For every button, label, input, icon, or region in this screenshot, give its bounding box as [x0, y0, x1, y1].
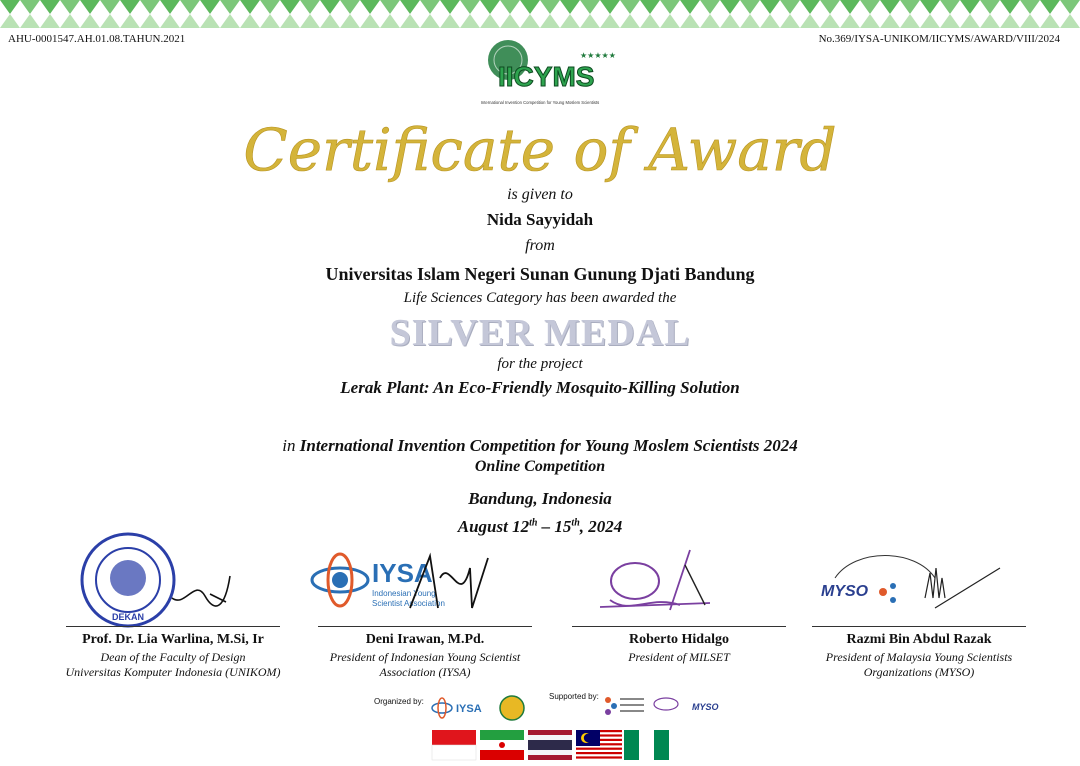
signatory-1-role-line1: Dean of the Faculty of Design — [100, 650, 246, 664]
date-start: August 12 — [457, 517, 530, 536]
flag-iran — [480, 730, 524, 760]
svg-text:IICYMS: IICYMS — [498, 61, 595, 92]
myso-logo — [815, 548, 1005, 620]
signatory-3-role-line1: President of MILSET — [628, 650, 730, 664]
signatory-4-role — [796, 650, 1042, 680]
signatory-4-role-line1: President of Malaysia Young Scientists — [825, 650, 1013, 664]
svg-text:Certificate of Award: Certificate of Award — [243, 116, 837, 184]
certificate-title — [243, 108, 837, 194]
flag-malaysia — [576, 730, 622, 760]
signatory-4-name: Razmi Bin Abdul Razak — [846, 632, 992, 647]
signatory-3-name: Roberto Hidalgo — [629, 632, 729, 647]
signature-line-2 — [318, 626, 532, 627]
signature-1 — [170, 568, 240, 618]
svg-text:★★★★★: ★★★★★ — [580, 51, 616, 60]
given-to-label: is given to — [507, 186, 573, 203]
signatory-2-role-line2: Association (IYSA) — [379, 665, 471, 679]
signatory-1-role — [40, 650, 306, 680]
svg-text:IYSA: IYSA — [456, 703, 482, 715]
svg-text:MYSO: MYSO — [821, 583, 869, 600]
date-start-suffix: th — [529, 517, 538, 529]
recipient-name: Nida Sayyidah — [486, 210, 594, 229]
signatory-2-name: Deni Irawan, M.Pd. — [365, 632, 485, 647]
supporter-logos — [600, 692, 720, 722]
signatory-3-role — [556, 650, 802, 665]
competition-mode: Online Competition — [474, 458, 606, 475]
signature-line-4 — [812, 626, 1026, 627]
svg-text:MYSO: MYSO — [692, 702, 719, 712]
svg-text:IYSA: IYSA — [372, 558, 433, 588]
unikom-seal — [78, 530, 178, 630]
registration-number: AHU-0001547.AH.01.08.TAHUN.2021 — [8, 33, 186, 45]
certificate-number: No.369/IYSA-UNIKOM/IICYMS/AWARD/VIII/2024 — [818, 33, 1060, 45]
date-end-suffix: th — [571, 517, 580, 529]
project-label: for the project — [497, 356, 583, 372]
date-separator: – 15 — [537, 517, 572, 536]
organizer-logos — [430, 694, 530, 724]
svg-text:International Invention Compet: International Invention Competition for Young Moslem Scientists — [480, 100, 600, 105]
svg-text:Scientist Association: Scientist Association — [372, 599, 445, 608]
project-title: Lerak Plant: An Eco-Friendly Mosquito-Killing Solution — [340, 378, 740, 397]
flag-indonesia — [432, 730, 476, 760]
flag-nigeria — [624, 730, 669, 760]
signatory-2-role — [302, 650, 548, 680]
event-location: Bandung, Indonesia — [468, 489, 612, 508]
category-line: Life Sciences Category has been awarded the — [403, 290, 677, 306]
svg-text:Indonesian Young: Indonesian Young — [372, 589, 436, 598]
signature-3 — [590, 545, 720, 620]
supported-by-label: Supported by: — [549, 692, 599, 701]
signatory-2-role-line1: President of Indonesian Young Scientist — [329, 650, 521, 664]
signature-line-1 — [66, 626, 280, 627]
award-medal: SILVER MEDAL — [389, 312, 691, 354]
signatory-1-name: Prof. Dr. Lia Warlina, M.Si, Ir — [82, 632, 264, 647]
signatory-4-role-line2: Organizations (MYSO) — [863, 665, 975, 679]
event-prefix: in — [282, 436, 296, 455]
organized-by-label: Organized by: — [374, 697, 424, 706]
date-end: , 2024 — [579, 517, 623, 536]
top-border-band — [0, 0, 1080, 30]
signature-line-3 — [572, 626, 786, 627]
flag-thailand — [528, 730, 572, 760]
iicyms-logo — [460, 38, 620, 110]
country-flags — [432, 730, 672, 760]
svg-text:DEKAN: DEKAN — [111, 612, 145, 622]
signature-2 — [400, 548, 500, 618]
event-name: International Invention Competition for Young Moslem Scientists 2024 — [299, 436, 798, 455]
event-line — [0, 436, 1080, 456]
from-label: from — [525, 237, 555, 254]
signatory-1-role-line2: Universitas Komputer Indonesia (UNIKOM) — [65, 665, 281, 679]
institution-name: Universitas Islam Negeri Sunan Gunung Djati Bandung — [325, 264, 755, 284]
